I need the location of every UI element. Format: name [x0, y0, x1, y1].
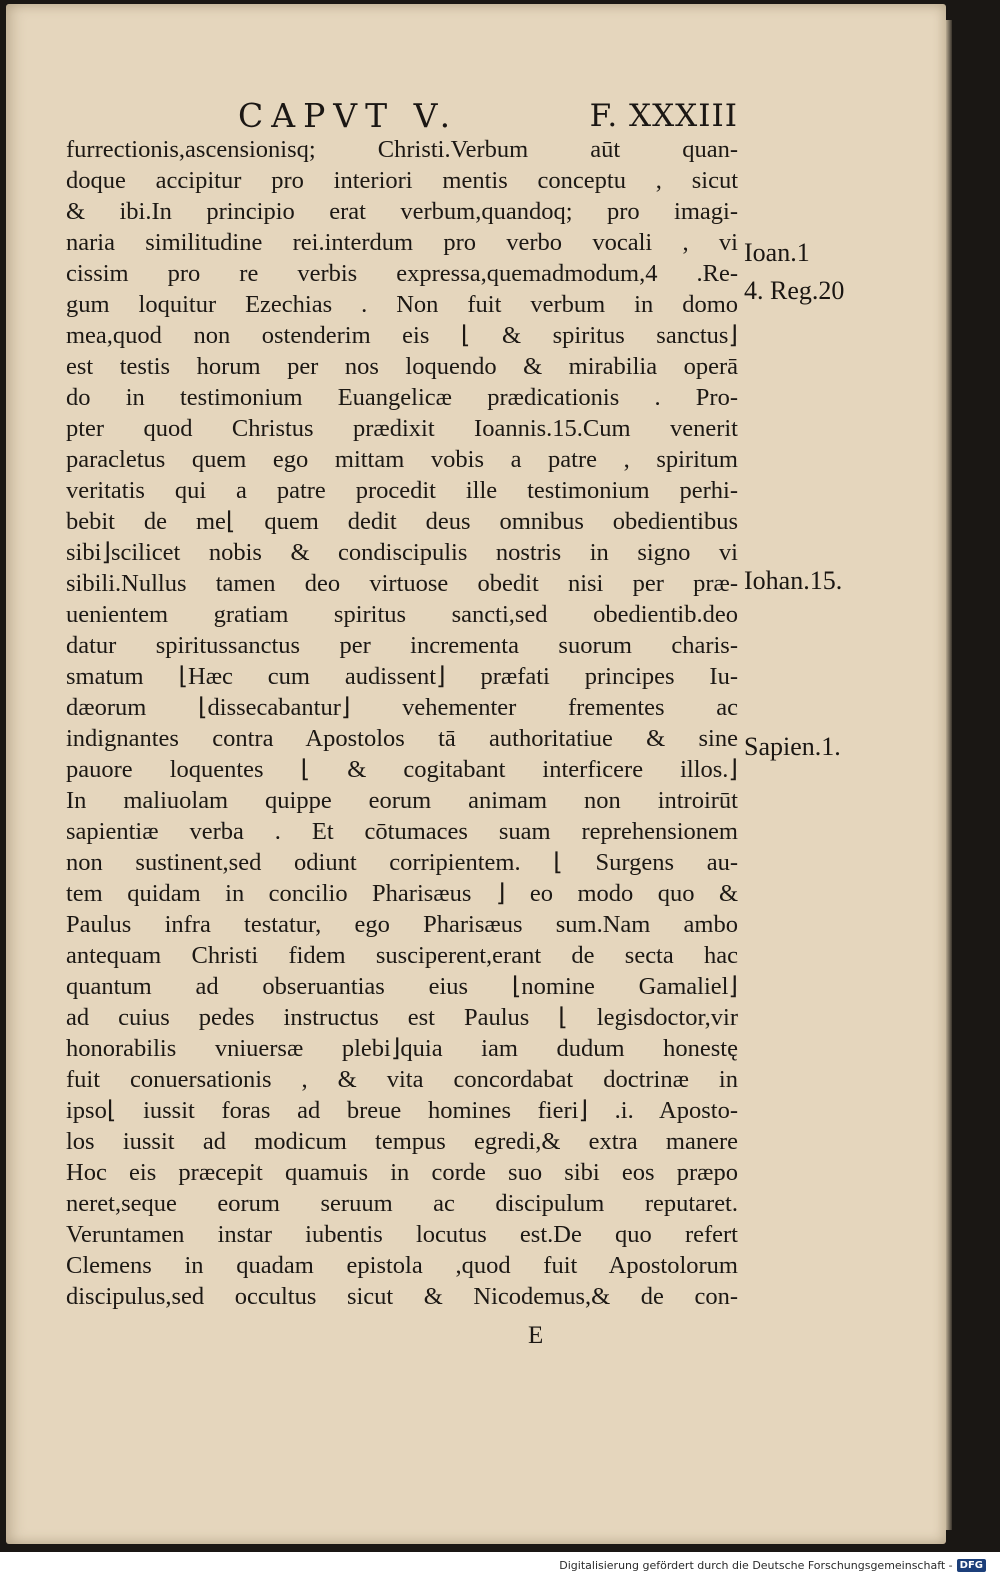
text-line: furrectionis,ascensionisq; Christi.Verbum aūt quan- — [66, 136, 738, 163]
text-line: ipso⌊ iussit foras ad breue homines fieri⌋ .i. Aposto- — [66, 1097, 738, 1124]
text-line: tem quidam in concilio Pharisæus ⌋ eo modo quo & — [66, 880, 738, 907]
text-line: pter quod Christus prædixit Ioannis.15.Cum venerit — [66, 415, 738, 442]
margin-note: 4. Reg.20 — [744, 276, 845, 305]
text-line: sibi⌋scilicet nobis & condiscipulis nostris in signo vi — [66, 539, 738, 566]
text-line: bebit de me⌊ quem dedit deus omnibus obedientibus — [66, 508, 738, 535]
text-line: sapientiæ verba . Et cōtumaces suam reprehensionem — [66, 818, 738, 845]
text-line: dæorum ⌊dissecabantur⌋ vehementer frementes ac — [66, 694, 738, 721]
text-line: Paulus infra testatur, ego Pharisæus sum.Nam ambo — [66, 911, 738, 938]
text-line: gum loquitur Ezechias . Non fuit verbum in domo — [66, 291, 738, 318]
text-line: non sustinent,sed odiunt corripientem. ⌊ Surgens au- — [66, 849, 738, 876]
text-line: fuit conuersationis , & vita concordabat doctrinæ in — [66, 1066, 738, 1093]
text-line: pauore loquentes ⌊ & cogitabant interficere illos.⌋ — [66, 756, 738, 783]
text-line: Veruntamen instar iubentis locutus est.De quo refert — [66, 1221, 738, 1248]
text-line: los iussit ad modicum tempus egredi,& extra manere — [66, 1128, 738, 1155]
book-page — [6, 4, 946, 1544]
text-line: naria similitudine rei.interdum pro verbo vocali , vi — [66, 229, 738, 256]
text-line: ad cuius pedes instructus est Paulus ⌊ legisdoctor,vir — [66, 1004, 738, 1031]
text-line: veritatis qui a patre procedit ille testimonium perhi- — [66, 477, 738, 504]
text-line: mea,quod non ostenderim eis ⌊ & spiritus sanctus⌋ — [66, 322, 738, 349]
footer-credit — [559, 1554, 986, 1576]
margin-note: Sapien.1. — [744, 732, 841, 761]
text-line: Clemens in quadam epistola ,quod fuit Apostolorum — [66, 1252, 738, 1279]
body-text — [66, 134, 738, 1312]
margin-note: Ioan.1 — [744, 238, 810, 267]
text-line: doque accipitur pro interiori mentis conceptu , sicut — [66, 167, 738, 194]
text-line: In maliuolam quippe eorum animam non introirūt — [66, 787, 738, 814]
page-edge — [946, 20, 952, 1530]
text-line: quantum ad obseruantias eius ⌊nomine Gamaliel⌋ — [66, 973, 738, 1000]
text-line: discipulus,sed occultus sicut & Nicodemus,& de con- — [66, 1283, 738, 1310]
text-line: do in testimonium Euangelicæ prædicationis . Pro- — [66, 384, 738, 411]
text-line: paracletus quem ego mittam vobis a patre , spiritum — [66, 446, 738, 473]
chapter-heading: CAPVT V. — [238, 96, 459, 135]
text-line: Hoc eis præcepit quamuis in corde suo sibi eos præpo — [66, 1159, 738, 1186]
text-line: sibili.Nullus tamen deo virtuose obedit nisi per præ- — [66, 570, 738, 597]
text-line: indignantes contra Apostolos tā authoritatiue & sine — [66, 725, 738, 752]
text-line: neret,seque eorum seruum ac discipulum reputaret. — [66, 1190, 738, 1217]
text-line: smatum ⌊Hæc cum audissent⌋ præfati principes Iu- — [66, 663, 738, 690]
text-line: cissim pro re verbis expressa,quemadmodum,4 .Re- — [66, 260, 738, 287]
text-line: & ibi.In principio erat verbum,quandoq; pro imagi- — [66, 198, 738, 225]
text-line: uenientem gratiam spiritus sancti,sed obedientib.deo — [66, 601, 738, 628]
catchword: E — [528, 1322, 544, 1349]
text-line: honorabilis vniuersæ plebi⌋quia iam dudum honestę — [66, 1035, 738, 1062]
dfg-logo: DFG — [957, 1559, 986, 1572]
margin-notes — [744, 4, 944, 1544]
folio-number: F. XXXIII — [589, 98, 738, 134]
text-line: antequam Christi fidem susciperent,erant de secta hac — [66, 942, 738, 969]
margin-note: Iohan.15. — [744, 566, 843, 595]
text-line: est testis horum per nos loquendo & mirabilia operā — [66, 353, 738, 380]
funding-credit: Digitalisierung gefördert durch die Deutsche Forschungsgemeinschaft - — [559, 1558, 953, 1572]
text-line: datur spiritussanctus per incrementa suorum charis- — [66, 632, 738, 659]
